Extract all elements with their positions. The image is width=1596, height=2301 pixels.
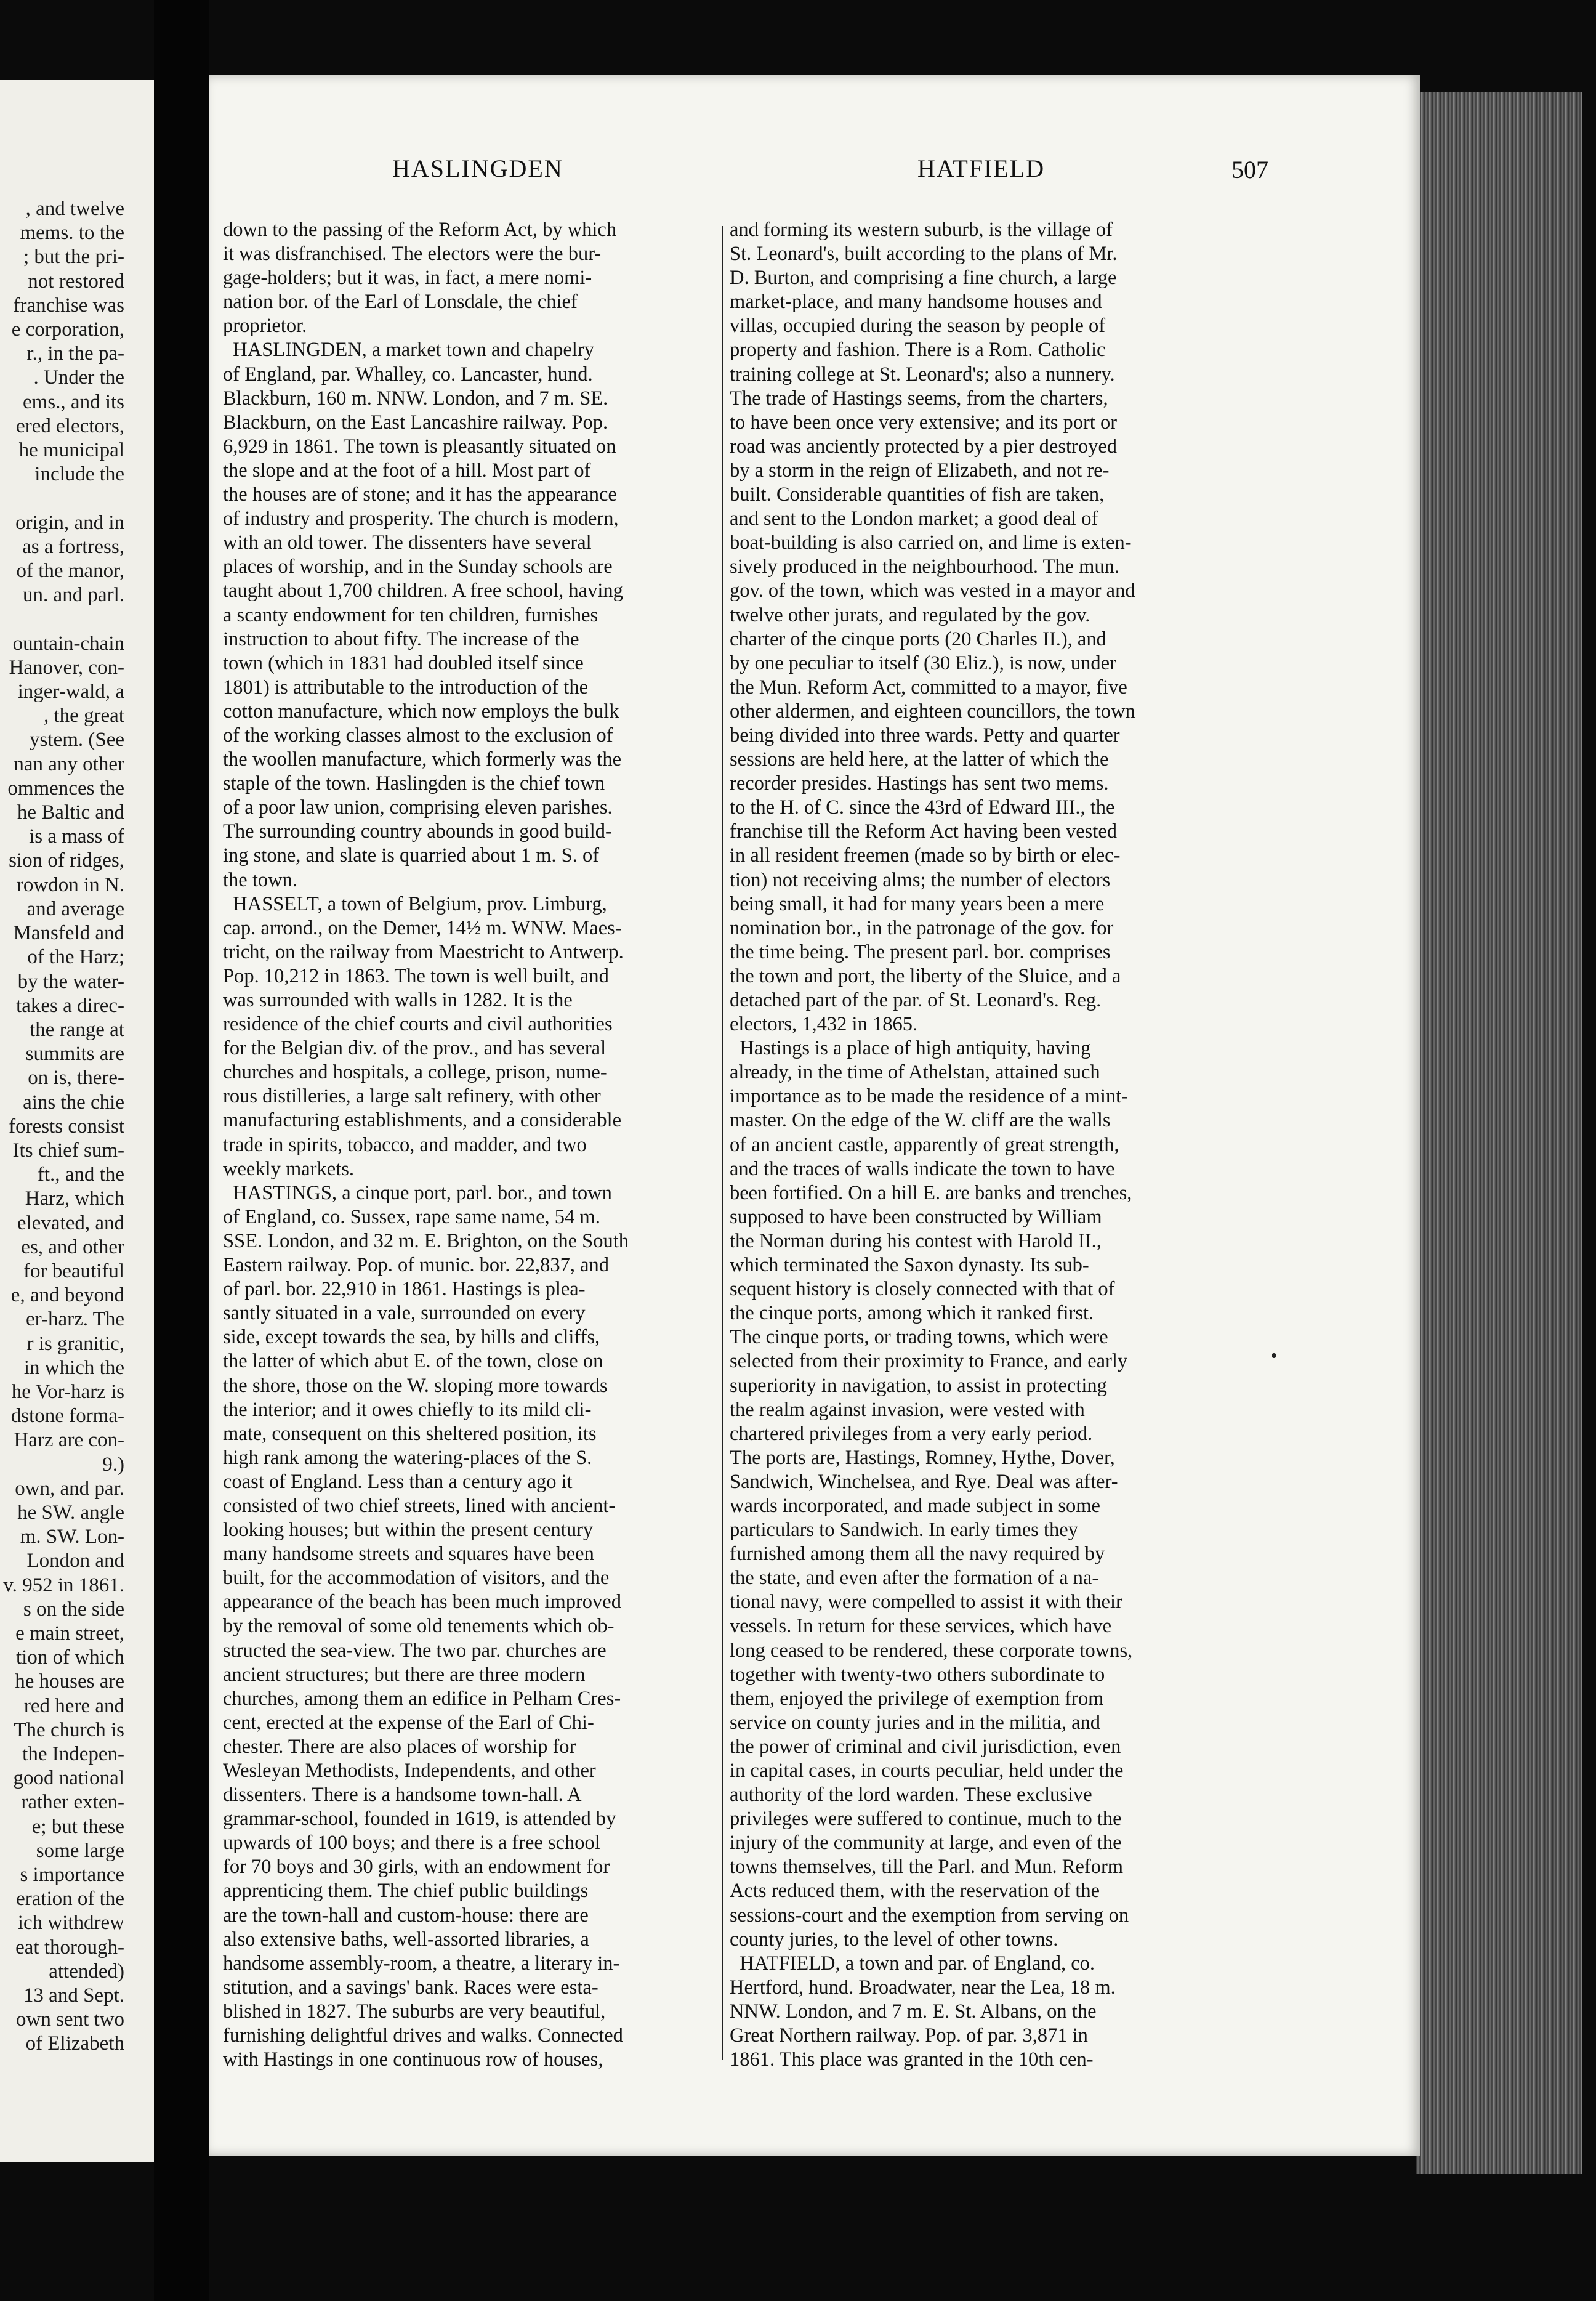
text-line: being small, it had for many years been a mere [730, 892, 1105, 915]
text-line: the town and port, the liberty of the Sluice, and a [730, 964, 1121, 987]
left-page-line: er-harz. The [26, 1308, 124, 1331]
text-line: handsome assembly-room, a theatre, a literary in- [223, 1952, 620, 1975]
text-line: the woollen manufacture, which formerly was the [223, 748, 622, 771]
text-line: tricht, on the railway from Maestricht to Antwerp. [223, 940, 624, 963]
text-line: service on county juries and in the militia, and [730, 1711, 1100, 1734]
text-line: Sandwich, Winchelsea, and Rye. Deal was after- [730, 1470, 1118, 1493]
text-line: ancient structures; but there are three modern [223, 1663, 586, 1686]
text-line: down to the passing of the Reform Act, by which [223, 219, 617, 241]
text-line: Blackburn, 160 m. NNW. London, and 7 m. SE. [223, 387, 608, 410]
text-line: by one peculiar to itself (30 Eliz.), is now, under [730, 652, 1116, 674]
text-line: by a storm in the reign of Elizabeth, and not re- [730, 459, 1110, 482]
left-page-line: Its chief sum- [12, 1139, 124, 1162]
text-line: rous distilleries, a large salt refinery, with other [223, 1085, 601, 1108]
text-line: tion) not receiving alms; the number of electors [730, 868, 1111, 891]
text-line: Great Northern railway. Pop. of par. 3,871 in [730, 2024, 1088, 2047]
left-page-line: eration of the [16, 1888, 124, 1911]
left-page-line: ountain-chain [12, 632, 124, 655]
text-line: tional navy, were compelled to assist it with their [730, 1591, 1122, 1614]
text-line: of England, par. Whalley, co. Lancaster, hund. [223, 363, 593, 386]
left-page-line: as a fortress, [22, 535, 124, 558]
text-line: charter of the cinque ports (20 Charles II.), and [730, 628, 1106, 650]
text-line: together with twenty-two others subordinate to [730, 1663, 1105, 1686]
left-page-line [0, 487, 124, 511]
text-line: supposed to have been constructed by William [730, 1205, 1102, 1228]
text-line: superiority in navigation, to assist in protecting [730, 1374, 1107, 1397]
text-line: detached part of the par. of St. Leonard's. Reg. [730, 989, 1102, 1011]
left-page-line: summits are [25, 1043, 124, 1066]
left-page-line: ommences the [7, 777, 124, 799]
text-line: twelve other jurats, and regulated by the gov. [730, 604, 1090, 626]
left-page-line: es, and other [21, 1235, 124, 1258]
text-line: instruction to about fifty. The increase of the [223, 628, 579, 650]
left-page-line: e corporation, [11, 318, 124, 341]
text-line: wards incorporated, and made subject in some [730, 1494, 1100, 1517]
text-line: the interior; and it owes chiefly to its mild cli- [223, 1398, 592, 1421]
text-line: 1861. This place was granted in the 10th cen- [730, 2048, 1094, 2071]
text-line: market-place, and many handsome houses and [730, 291, 1102, 313]
page-edges [1416, 92, 1582, 2174]
left-page-line: ich withdrew [17, 1912, 124, 1935]
text-line: the town. [223, 868, 297, 891]
text-line: with Hastings in one continuous row of houses, [223, 2048, 603, 2071]
text-line: the latter of which abut E. of the town, close on [223, 1350, 603, 1373]
left-page-line: s on the side [23, 1598, 124, 1620]
text-line: nation bor. of the Earl of Lonsdale, the chief [223, 291, 578, 313]
text-line: for the Belgian div. of the prov., and has several [223, 1037, 607, 1060]
left-page-line: attended) [49, 1960, 124, 1983]
left-page-line: he SW. angle [17, 1501, 124, 1524]
text-line: structed the sea-view. The two par. churches are [223, 1639, 607, 1662]
column-divider [722, 226, 723, 2060]
left-page-line: . Under the [33, 366, 124, 389]
text-line: town (which in 1831 had doubled itself since [223, 652, 584, 674]
text-line: the Norman during his contest with Harold II., [730, 1229, 1102, 1252]
left-page-line: inger-wald, a [17, 681, 124, 703]
left-page-line: own sent two [16, 2008, 124, 2031]
text-line: authority of the lord warden. These exclusive [730, 1784, 1092, 1806]
left-page-line: un. and parl. [23, 584, 124, 607]
text-line: sessions are held here, at the latter of which the [730, 748, 1109, 771]
text-line: are the town-hall and custom-house: there are [223, 1904, 589, 1927]
text-line: them, enjoyed the privilege of exemption from [730, 1687, 1104, 1710]
text-line: chartered privileges from a very early period. [730, 1422, 1093, 1445]
running-head-left: HASLINGDEN [392, 155, 563, 182]
text-line: Hertford, hund. Broadwater, near the Lea, 18 m. [730, 1976, 1116, 1999]
left-page-line: rowdon in N. [16, 873, 124, 896]
book-page [209, 75, 1420, 2156]
text-line: importance as to be made the residence of a mint- [730, 1085, 1129, 1108]
left-page-line: origin, and in [15, 511, 124, 534]
left-page-line: of the manor, [16, 560, 124, 583]
text-line: by the removal of some old tenements which ob- [223, 1615, 615, 1638]
left-column [223, 218, 734, 2072]
left-page-line: m. SW. Lon- [20, 1526, 124, 1548]
text-line: cotton manufacture, which now employs the bulk [223, 700, 619, 722]
left-page-line: of Elizabeth [25, 2032, 124, 2055]
text-line: the Mun. Reform Act, committed to a mayor, five [730, 676, 1127, 698]
left-page-line: ft., and the [37, 1163, 124, 1186]
left-page-line: rather exten- [21, 1791, 124, 1814]
ink-speck [1272, 1353, 1276, 1358]
text-line: privileges were suffered to continue, much to the [730, 1808, 1122, 1830]
text-line: cap. arrond., on the Demer, 14½ m. WNW. Maes- [223, 916, 622, 939]
text-line: was surrounded with walls in 1282. It is the [223, 989, 573, 1011]
text-line: places of worship, and in the Sunday schools are [223, 556, 613, 578]
text-line: The ports are, Hastings, Romney, Hythe, Dover, [730, 1446, 1115, 1469]
text-line: The surrounding country abounds in good build- [223, 820, 612, 843]
text-line: a scanty endowment for ten children, furnishes [223, 604, 598, 626]
text-line: SSE. London, and 32 m. E. Brighton, on the South [223, 1229, 629, 1252]
text-line: the slope and at the foot of a hill. Most part of [223, 459, 591, 482]
text-line: with an old tower. The dissenters have several [223, 532, 592, 554]
left-page-line [0, 607, 124, 631]
text-line: in all resident freemen (made so by birth or elec- [730, 844, 1121, 867]
left-page-line: takes a direc- [16, 994, 124, 1017]
text-line: Blackburn, on the East Lancashire railway. Pop. [223, 411, 608, 434]
text-line: master. On the edge of the W. cliff are the walls [730, 1109, 1111, 1132]
text-line: of industry and prosperity. The church is modern, [223, 508, 619, 530]
text-line: and sent to the London market; a good deal of [730, 508, 1098, 530]
left-page-line: Hanover, con- [9, 656, 124, 679]
text-line: the power of criminal and civil jurisdiction, even [730, 1735, 1121, 1758]
text-line: appearance of the beach has been much improved [223, 1591, 621, 1614]
left-page-line: e main street, [15, 1622, 124, 1644]
text-line: the cinque ports, among which it ranked first. [730, 1302, 1094, 1325]
text-line: for 70 boys and 30 girls, with an endowment for [223, 1856, 610, 1878]
text-line: injury of the community at large, and even of the [730, 1832, 1122, 1854]
text-line: looking houses; but within the present century [223, 1519, 594, 1542]
text-line: particulars to Sandwich. In early times they [730, 1519, 1078, 1542]
text-line: NNW. London, and 7 m. E. St. Albans, on the [730, 2000, 1097, 2023]
left-page-text [0, 197, 124, 2056]
text-line: side, except towards the sea, by hills and cliffs, [223, 1326, 600, 1349]
left-page-line: ; but the pri- [23, 246, 124, 269]
left-page-line: Harz are con- [14, 1429, 124, 1452]
text-line: been fortified. On a hill E. are banks and trenches, [730, 1181, 1132, 1204]
left-page-line: e; but these [31, 1815, 124, 1838]
left-page-line: in which the [23, 1356, 124, 1379]
text-line: cent, erected at the expense of the Earl of Chi- [223, 1711, 594, 1734]
left-page-line: ems., and its [23, 390, 124, 413]
left-page-line: is a mass of [29, 825, 124, 848]
text-line: apprenticing them. The chief public buildings [223, 1880, 589, 1903]
left-page-line: ains the chie [23, 1091, 124, 1114]
text-line: boat-building is also carried on, and lime is exten- [730, 532, 1132, 554]
text-line: D. Burton, and comprising a fine church, a large [730, 267, 1117, 289]
text-line: and forming its western suburb, is the village of [730, 219, 1113, 241]
text-line: the shore, those on the W. sloping more towards [223, 1374, 608, 1397]
left-page-line: he Baltic and [17, 801, 124, 824]
left-page-line: Mansfeld and [13, 922, 124, 945]
text-line: mate, consequent on this sheltered position, its [223, 1422, 597, 1445]
text-line: St. Leonard's, built according to the plans of Mr. [730, 243, 1118, 265]
text-line: which terminated the Saxon dynasty. Its sub- [730, 1254, 1089, 1277]
text-line: HASLINGDEN, a market town and chapelry [223, 339, 594, 362]
text-line: sessions-court and the exemption from serving on [730, 1904, 1129, 1927]
text-line: many handsome streets and squares have been [223, 1543, 594, 1566]
left-page-line: , the great [43, 705, 124, 727]
text-line: recorder presides. Hastings has sent two mems. [730, 772, 1109, 795]
left-page-line: some large [36, 1839, 124, 1862]
left-page-line: e, and beyond [10, 1284, 124, 1307]
text-line: dissenters. There is a handsome town-hall. A [223, 1784, 582, 1806]
text-line: towns themselves, till the Parl. and Mun. Reform [730, 1856, 1124, 1878]
left-page-line: include the [34, 463, 124, 486]
text-line: furnishing delightful drives and walks. Connected [223, 2024, 623, 2047]
left-page-line: on is, there- [28, 1067, 124, 1090]
left-page-line: not restored [28, 270, 124, 293]
left-page-line: he municipal [18, 439, 124, 462]
text-line: HASTINGS, a cinque port, parl. bor., and town [223, 1181, 612, 1204]
left-page-line: sion of ridges, [9, 849, 124, 872]
left-page-line: 13 and Sept. [23, 1984, 124, 2007]
text-line: Acts reduced them, with the reservation of the [730, 1880, 1100, 1903]
text-line: blished in 1827. The suburbs are very beautiful, [223, 2000, 606, 2023]
left-page-line: dstone forma- [10, 1405, 124, 1428]
text-line: county juries, to the level of other towns. [730, 1928, 1058, 1951]
text-line: high rank among the watering-places of the S. [223, 1446, 592, 1469]
left-page-line: he houses are [15, 1670, 124, 1693]
left-page-line: franchise was [13, 294, 124, 317]
book-gutter [154, 0, 209, 2301]
text-line: upwards of 100 boys; and there is a free school [223, 1832, 600, 1854]
left-page-line: r is granitic, [26, 1332, 124, 1355]
text-line: villas, occupied during the season by people of [730, 315, 1106, 338]
text-line: churches and hospitals, a college, prison, nume- [223, 1061, 607, 1084]
left-page-line: and average [26, 897, 124, 920]
text-line: Wesleyan Methodists, Independents, and other [223, 1760, 596, 1782]
text-line: The cinque ports, or trading towns, which were [730, 1326, 1108, 1349]
text-line: built, for the accommodation of visitors, and the [223, 1567, 610, 1590]
text-line: santly situated in a vale, surrounded on every [223, 1302, 586, 1325]
text-line: residence of the chief courts and civil authorities [223, 1013, 613, 1036]
text-line: churches, among them an edifice in Pelham Cres- [223, 1687, 621, 1710]
left-page-line: mems. to the [20, 222, 124, 245]
text-line: and the traces of walls indicate the town to have [730, 1157, 1115, 1180]
text-line: other aldermen, and eighteen councillors, the town [730, 700, 1135, 722]
text-line: the state, and even after the formation of a na- [730, 1567, 1099, 1590]
text-line: sively produced in the neighbourhood. The mun. [730, 556, 1120, 578]
left-page-line: of the Harz; [27, 946, 124, 969]
text-line: 1801) is attributable to the introduction of the [223, 676, 588, 698]
text-line: vessels. In return for these services, which have [730, 1615, 1111, 1638]
left-page-line: London and [26, 1550, 124, 1572]
text-line: The trade of Hastings seems, from the charters, [730, 387, 1108, 410]
text-line: of an ancient castle, apparently of great strength, [730, 1133, 1119, 1156]
text-line: Hastings is a place of high antiquity, having [730, 1037, 1091, 1060]
left-page-line: s importance [20, 1864, 124, 1886]
text-line: of England, co. Sussex, rape same name, 54 m. [223, 1205, 600, 1228]
left-page-line: The church is [14, 1718, 124, 1741]
text-line: property and fashion. There is a Rom. Catholic [730, 339, 1106, 362]
left-page-fragment [0, 80, 156, 2162]
text-line: the houses are of stone; and it has the appearance [223, 483, 617, 506]
text-line: trade in spirits, tobacco, and madder, and two [223, 1133, 587, 1156]
text-line: of parl. bor. 22,910 in 1861. Hastings is plea- [223, 1278, 586, 1301]
left-page-line: he Vor-harz is [11, 1380, 124, 1403]
text-line: to have been once very extensive; and its port or [730, 411, 1118, 434]
text-line: Pop. 10,212 in 1863. The town is well built, and [223, 964, 609, 987]
left-page-line: ystem. (See [30, 729, 124, 751]
text-line: electors, 1,432 in 1865. [730, 1013, 918, 1036]
left-page-line: for beautiful [23, 1260, 124, 1282]
text-line: Eastern railway. Pop. of munic. bor. 22,837, and [223, 1254, 610, 1277]
text-line: selected from their proximity to France, and early [730, 1350, 1128, 1373]
text-line: being divided into three wards. Petty and quarter [730, 724, 1120, 746]
text-line: it was disfranchised. The electors were the bur- [223, 243, 602, 265]
text-line: 6,929 in 1861. The town is pleasantly situated on [223, 435, 616, 458]
text-line: coast of England. Less than a century ago it [223, 1470, 573, 1493]
left-page-line: nan any other [14, 753, 124, 775]
left-page-line: ered electors, [16, 415, 124, 437]
left-page-line: good national [13, 1767, 124, 1790]
left-page-line: eat thorough- [15, 1936, 124, 1959]
left-page-line: the Indepen- [22, 1743, 124, 1765]
text-line: long ceased to be rendered, these corporate towns, [730, 1639, 1133, 1662]
left-page-line: tion of which [16, 1646, 124, 1669]
text-line: manufacturing establishments, and a considerable [223, 1109, 622, 1132]
text-line: stitution, and a savings' bank. Races were esta- [223, 1976, 598, 1999]
left-page-line: r., in the pa- [26, 342, 124, 365]
text-line: sequent history is closely connected with that of [730, 1278, 1115, 1301]
running-head-right: HATFIELD [917, 155, 1046, 182]
text-line: gov. of the town, which was vested in a mayor and [730, 580, 1135, 602]
text-line: chester. There are also places of worship for [223, 1735, 576, 1758]
text-line: furnished among them all the navy required by [730, 1543, 1105, 1566]
left-page-line: v. 952 in 1861. [3, 1574, 124, 1596]
right-column [730, 218, 1241, 2072]
text-line: in capital cases, in courts peculiar, held under the [730, 1760, 1124, 1782]
text-line: weekly markets. [223, 1157, 354, 1180]
text-line: gage-holders; but it was, in fact, a mere nomi- [223, 267, 592, 289]
left-page-line: the range at [30, 1018, 124, 1041]
text-line: nomination bor., in the patronage of the gov. for [730, 916, 1114, 939]
left-page-line: elevated, and [17, 1211, 124, 1234]
text-line: ing stone, and slate is quarried about 1 m. S. of [223, 844, 600, 867]
left-page-line: Harz, which [25, 1187, 124, 1210]
left-page-line: 9.) [102, 1453, 124, 1476]
page-number: 507 [1231, 156, 1268, 184]
text-line: HASSELT, a town of Belgium, prov. Limburg, [223, 892, 607, 915]
left-page-line: own, and par. [15, 1477, 124, 1500]
text-line: staple of the town. Haslingden is the chief town [223, 772, 605, 795]
text-line: consisted of two chief streets, lined with ancient- [223, 1494, 616, 1517]
text-line: training college at St. Leonard's; also a nunnery. [730, 363, 1115, 386]
text-line: already, in the time of Athelstan, attained such [730, 1061, 1100, 1084]
text-line: grammar-school, founded in 1619, is attended by [223, 1808, 616, 1830]
text-line: built. Considerable quantities of fish are taken, [730, 483, 1105, 506]
text-line: proprietor. [223, 315, 307, 338]
text-line: HATFIELD, a town and par. of England, co. [730, 1952, 1095, 1975]
text-line: to the H. of C. since the 43rd of Edward III., the [730, 796, 1115, 819]
left-page-line: by the water- [17, 970, 124, 993]
text-line: road was anciently protected by a pier destroyed [730, 435, 1117, 458]
text-line: of the working classes almost to the exclusion of [223, 724, 613, 746]
text-line: franchise till the Reform Act having been vested [730, 820, 1118, 843]
text-line: also extensive baths, well-assorted libraries, a [223, 1928, 589, 1951]
text-line: of a poor law union, comprising eleven parishes. [223, 796, 613, 819]
text-line: the realm against invasion, were vested with [730, 1398, 1085, 1421]
left-page-line: red here and [23, 1694, 124, 1717]
text-line: the time being. The present parl. bor. comprises [730, 940, 1111, 963]
left-page-line: forests consist [9, 1115, 124, 1138]
left-page-line: , and twelve [25, 198, 124, 220]
text-line: taught about 1,700 children. A free school, having [223, 580, 623, 602]
